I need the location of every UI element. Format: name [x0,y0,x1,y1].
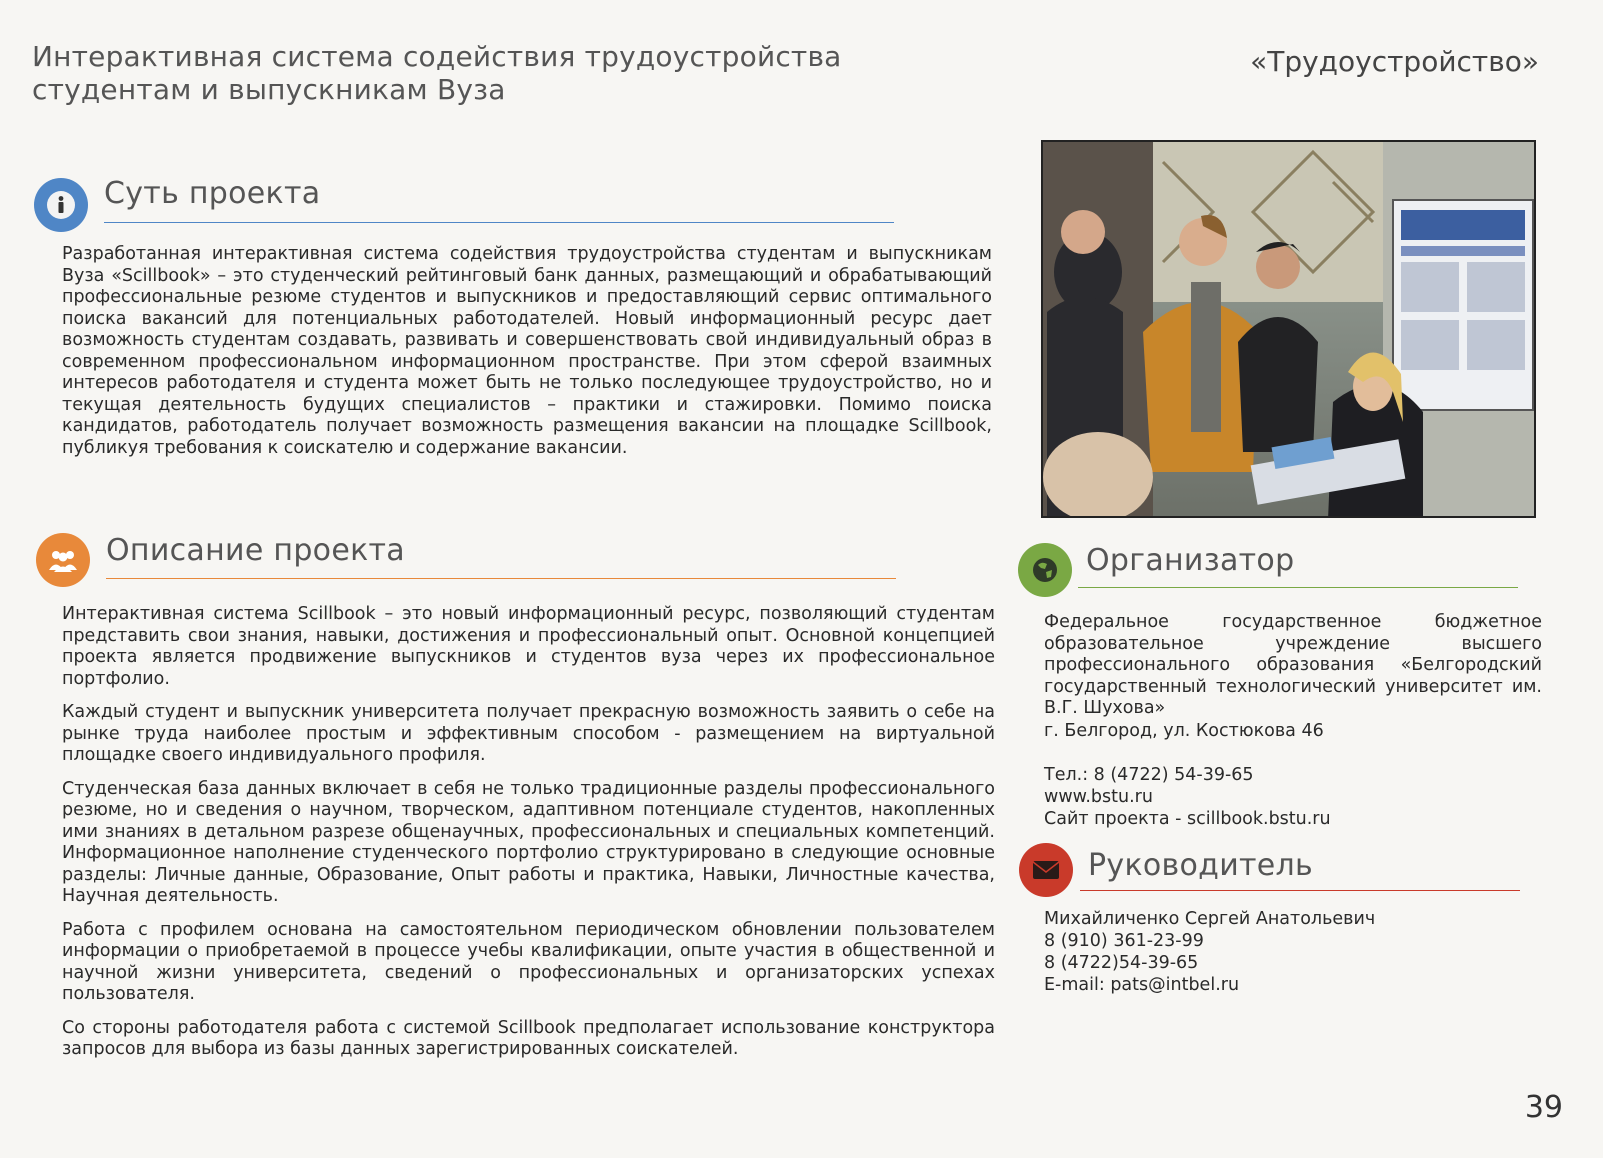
section-tag: «Трудоустройство» [1250,45,1539,78]
organizer-heading: Организатор [1086,543,1295,578]
people-icon [36,533,90,587]
description-heading: Описание проекта [106,533,405,568]
essence-paragraph: Разработанная интерактивная система содействия трудоустройства студентам и выпускникам Вуза «Scillbook» – это студенческий рейтинговый банк данных, размещающий и обрабатывающий профессиональные резюме студентов и выпускников и предоставляющий сервис оптимального поиска вакансий для потенциальных работодателей. Новый информационный ресурс дает возможность студентам создавать, развивать и совершенствовать свой индивидуальный образ в современном профессиональном информационном пространстве. При этом сферой взаимных интересов работодателя и студента может быть не только последующее трудоустройство, но и текущая деятельность будущих специалистов – практики и стажировки. Помимо поиска кандидатов, работодатель получает возможность размещения вакансии на площадке Scillbook, публикуя требования к соискателю и содержание вакансии. [62,244,992,458]
document-title-line1: Интерактивная система содействия трудоустройства [32,40,842,73]
page-number: 39 [1524,1090,1563,1125]
leader-phone-2: 8 (4722)54-39-65 [1044,953,1199,973]
description-paragraph-5: Со стороны работодателя работа с системой Scillbook предполагает использование конструктора запросов для выбора из базы данных зарегистрированных соискателей. [62,1017,995,1059]
essence-divider [104,222,894,223]
event-photo [1041,140,1536,518]
globe-icon [1018,543,1072,597]
leader-heading: Руководитель [1088,848,1313,883]
essence-body [62,244,992,471]
description-paragraph-3: Студенческая база данных включает в себя не только традиционные разделы профессионального резюме, но и сведения о научном, творческом, адаптивном потенциале студентов, накопленных ими знаниях в детальном разрезе общенаучных, профессиональных и специальных компетенций. Информационное наполнение студенческого портфолио структурировано в следующие основные разделы: Личные данные, Образование, Опыт работы и практика, Навыки, Личностные качества, Научная деятельность. [62,778,995,906]
info-icon [34,178,88,232]
essence-heading: Суть проекта [104,176,321,211]
event-photo-illustration [1043,142,1536,518]
organizer-divider [1078,587,1518,588]
description-body [62,604,995,1073]
organizer-address: г. Белгород, ул. Костюкова 46 [1044,720,1324,741]
description-paragraph-1: Интерактивная система Scillbook – это новый информационный ресурс, позволяющий студентам представить свои знания, навыки, достижения и профессиональный опыт. Основной концепцией проекта является продвижение выпускников и студентов вуза через их профессиональное портфолио. [62,604,995,689]
description-paragraph-4: Работа с профилем основана на самостоятельном периодическом обновлении пользователем информации о приобретаемой в процессе учебы квалификации, опыте участия в общественной и научной жизни университета, сведений о профессиональных и организаторских успехах пользователя. [62,919,995,1004]
organizer-phone: Тел.: 8 (4722) 54-39-65 [1044,764,1254,785]
description-paragraph-2: Каждый студент и выпускник университета получает прекрасную возможность заявить о себе на рынке труда наиболее простым и эффективным способом - размещением на виртуальной площадке своего индивидуального профиля. [62,702,995,765]
document-title [32,40,892,106]
leader-name: Михайличенко Сергей Анатольевич [1044,909,1376,929]
organizer-body [1044,612,1542,830]
leader-divider [1080,890,1520,891]
description-divider [106,578,896,579]
leader-body [1044,908,1542,996]
document-title-line2: студентам и выпускникам Вуза [32,73,506,106]
leader-phone-1: 8 (910) 361-23-99 [1044,931,1204,951]
organizer-name: Федеральное государственное бюджетное образовательное учреждение высшего профессионального образования «Белгородский государственный технологический университет им. В.Г. Шухова» [1044,612,1542,718]
leader-email[interactable]: E-mail: pats@intbel.ru [1044,975,1240,995]
envelope-icon [1019,843,1073,897]
organizer-project-site[interactable]: Сайт проекта - scillbook.bstu.ru [1044,808,1331,829]
organizer-website[interactable]: www.bstu.ru [1044,786,1153,807]
